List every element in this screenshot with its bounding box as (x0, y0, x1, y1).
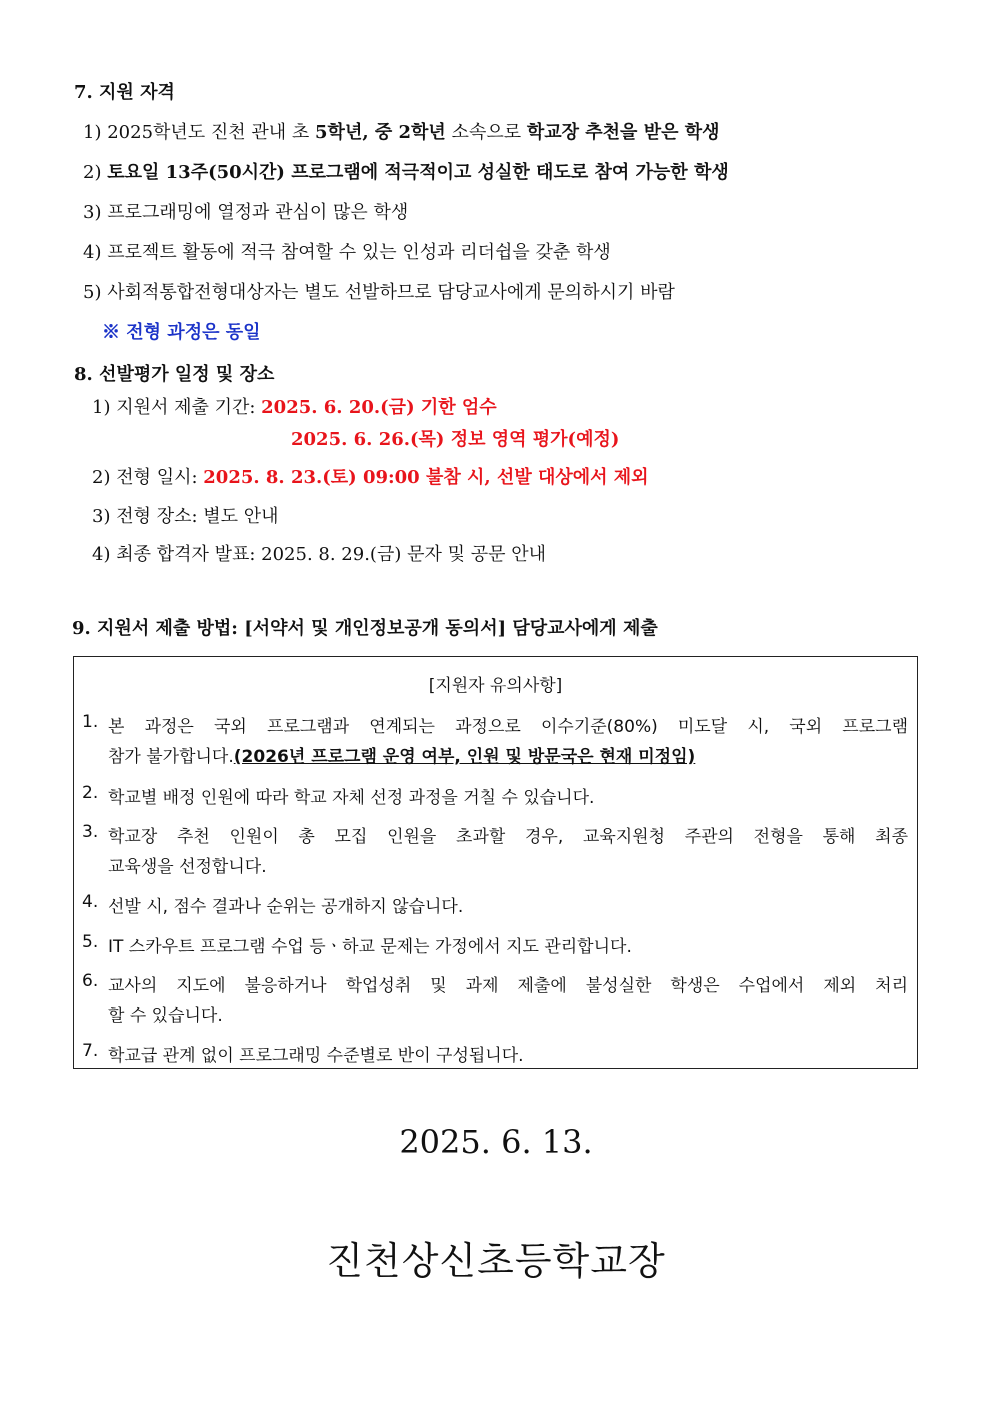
item-grade-emphasis: 5학년, 중 2학년 (315, 122, 446, 143)
section-8-item-1 (92, 393, 497, 419)
section-8-title: 8. 선발평가 일정 및 장소 (74, 364, 275, 385)
signer-title: 진천상신초등학교장 (326, 1239, 666, 1283)
notice-num-6: 6. (82, 971, 99, 991)
section-7-item-1 (83, 118, 720, 144)
notice-item-3-line2: 교육생을 선정합니다. (108, 857, 267, 877)
notice-num-4: 4. (82, 892, 99, 912)
notice-num-1: 1. (82, 712, 99, 732)
section-8-item-4 (92, 540, 546, 566)
item-label: 2) 전형 일시: (92, 467, 204, 488)
notice-item-3-line1: 학교장 추천 인원이 총 모집 인원을 초과할 경우, 교육지원청 주관의 전형을 통해 최종 (108, 827, 908, 847)
section-7-item-2 (83, 158, 729, 184)
item-text: 프로젝트 활동에 적극 참여할 수 있는 인성과 리더쉽을 갖춘 학생 (107, 242, 611, 263)
section-8-item-1-evaluation: 2025. 6. 26.(목) 정보 영역 평가(예정) (291, 429, 620, 450)
notice-num-3: 3. (82, 822, 99, 842)
item-deadline: 2025. 6. 20.(금) 기한 엄수 (261, 397, 497, 418)
notice-box (73, 656, 918, 1069)
item-number: 1) (83, 122, 102, 143)
item-value: 별도 안내 (203, 506, 279, 527)
item-recommend-emphasis: 학교장 추천을 받은 학생 (526, 122, 720, 143)
notice-item-1-line1: 본 과정은 국외 프로그램과 연계되는 과정으로 이수기준(80%) 미도달 시, 국외 프로그램 (108, 717, 908, 737)
item-label: 3) 전형 장소: (92, 506, 204, 527)
notice-num-2: 2. (82, 783, 99, 803)
section-7-note: ※ 전형 과정은 동일 (102, 322, 261, 343)
section-7-item-5 (83, 278, 675, 304)
item-number: 3) (83, 202, 102, 223)
item-number: 2) (83, 162, 102, 183)
notice-item-6-line1: 교사의 지도에 불응하거나 학업성취 및 과제 제출에 불성실한 학생은 수업에서 제외 처리 (108, 976, 908, 996)
notice-num-5: 5. (82, 932, 99, 952)
notice-item-4-line1: 선발 시, 점수 결과나 순위는 공개하지 않습니다. (108, 897, 464, 917)
item-text: 사회적통합전형대상자는 별도 선발하므로 담당교사에게 문의하시기 바람 (107, 282, 675, 303)
item-label: 1) 지원서 제출 기간: (92, 397, 262, 418)
notice-item-5-line1: IT 스카우트 프로그램 수업 등ㆍ하교 문제는 가정에서 지도 관리합니다. (108, 937, 632, 957)
notice-item-6-line2: 할 수 있습니다. (108, 1006, 223, 1026)
item-exam-date: 2025. 8. 23.(토) 09:00 불참 시, 선발 대상에서 제외 (203, 467, 649, 488)
item-text: 소속으로 (445, 122, 527, 143)
notice-item-7-line1: 학교급 관계 없이 프로그래밍 수준별로 반이 구성됩니다. (108, 1046, 524, 1066)
section-7-title: 7. 지원 자격 (74, 82, 175, 103)
document-date: 2025. 6. 13. (399, 1123, 593, 1161)
notice-item-1-text: 참가 불가합니다. (108, 747, 234, 767)
notice-item-2-line1: 학교별 배정 인원에 따라 학교 자체 선정 과정을 거칠 수 있습니다. (108, 788, 595, 808)
item-text: 토요일 13주(50시간) 프로그램에 적극적이고 성실한 태도로 참여 가능한 학생 (107, 162, 729, 183)
item-value: 2025. 8. 29.(금) 문자 및 공문 안내 (261, 544, 546, 565)
item-text: 2025학년도 진천 관내 초 (107, 122, 316, 143)
notice-item-1-line2 (108, 742, 908, 767)
section-7-item-3 (83, 198, 408, 224)
notice-title: [지원자 유의사항] (428, 676, 563, 696)
section-7-item-4 (83, 238, 611, 264)
item-text: 프로그래밍에 열정과 관심이 많은 학생 (107, 202, 409, 223)
section-8-item-3 (92, 502, 279, 528)
item-number: 4) (83, 242, 102, 263)
item-number: 5) (83, 282, 102, 303)
section-8-item-2 (92, 463, 649, 489)
notice-item-1-emphasis: (2026년 프로그램 운영 여부, 인원 및 방문국은 현재 미정임) (233, 747, 696, 767)
section-9-title: 9. 지원서 제출 방법: [서약서 및 개인정보공개 동의서] 담당교사에게 제출 (72, 618, 658, 639)
item-label: 4) 최종 합격자 발표: (92, 544, 262, 565)
notice-num-7: 7. (82, 1041, 99, 1061)
